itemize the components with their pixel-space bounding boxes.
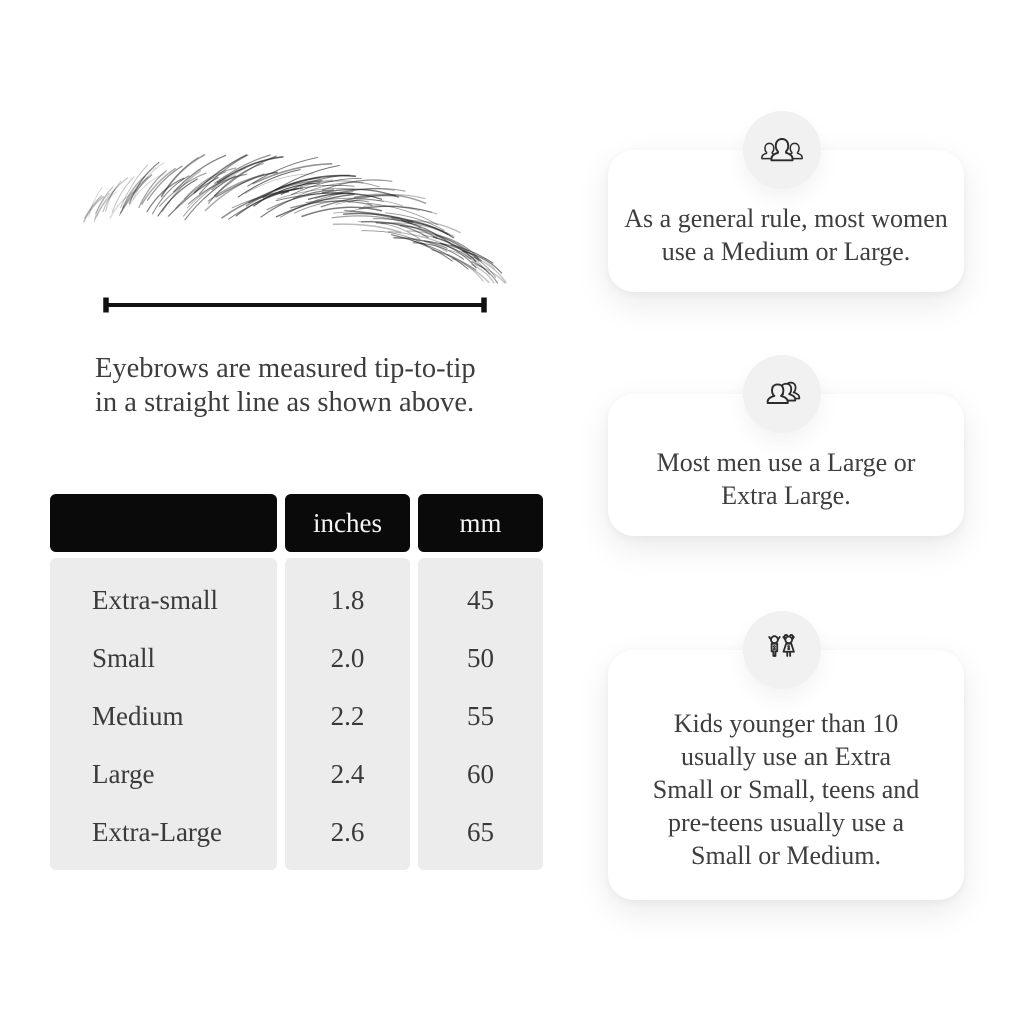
table-cell-inches: 1.8 bbox=[330, 584, 365, 615]
table-header-mm: mm bbox=[418, 494, 543, 552]
table-cell-inches: 2.0 bbox=[330, 642, 365, 673]
table-cell-mm: 65 bbox=[467, 816, 494, 847]
caption-line-1: Eyebrows are measured tip-to-tip bbox=[95, 353, 476, 384]
table-cell-mm: 60 bbox=[467, 758, 494, 789]
table-column-size bbox=[50, 558, 277, 870]
men-group-icon bbox=[759, 371, 805, 417]
table-cell-mm: 45 bbox=[467, 584, 494, 615]
eyebrow-illustration bbox=[78, 152, 514, 287]
table-header-size bbox=[50, 494, 277, 552]
women-group-icon bbox=[759, 127, 805, 173]
info-card-women bbox=[608, 150, 964, 292]
table-cell-mm: 50 bbox=[467, 642, 494, 673]
table-cell-size: Large bbox=[92, 758, 155, 789]
card-text bbox=[624, 202, 947, 268]
card-text-line: pre-teens usually use a bbox=[667, 807, 905, 837]
info-cards bbox=[608, 0, 964, 1024]
card-text-line: Kids younger than 10 bbox=[673, 708, 899, 738]
card-text-line: usually use an Extra bbox=[680, 741, 892, 771]
card-text-line: Small or Small, teens and bbox=[652, 774, 920, 804]
info-card-men bbox=[608, 394, 964, 536]
table-column-inches bbox=[285, 558, 410, 870]
table-header-inches: inches bbox=[285, 494, 410, 552]
icon-circle bbox=[743, 611, 821, 689]
table-cell-mm: 55 bbox=[467, 700, 494, 731]
info-card-kids bbox=[608, 650, 964, 900]
measurement-line bbox=[100, 295, 490, 315]
table-cell-size: Extra-small bbox=[92, 584, 218, 615]
card-text-line: As a general rule, most women bbox=[624, 204, 948, 233]
icon-circle bbox=[743, 355, 821, 433]
measurement-caption bbox=[95, 352, 476, 420]
caption-line-2: in a straight line as shown above. bbox=[95, 387, 475, 418]
kids-icon bbox=[759, 627, 805, 673]
card-text-line: Small or Medium. bbox=[691, 840, 881, 870]
size-table bbox=[50, 494, 543, 870]
table-cell-size: Medium bbox=[92, 700, 184, 731]
card-text-line: use a Medium or Large. bbox=[661, 237, 911, 266]
card-text-line: Extra Large. bbox=[721, 481, 851, 510]
table-cell-inches: 2.4 bbox=[330, 758, 365, 789]
card-text bbox=[657, 446, 916, 512]
icon-circle bbox=[743, 111, 821, 189]
card-text-line: Most men use a Large or bbox=[656, 448, 916, 477]
table-cell-size: Small bbox=[92, 642, 156, 673]
table-cell-inches: 2.2 bbox=[330, 700, 365, 731]
table-cell-size: Extra-Large bbox=[92, 816, 222, 847]
table-column-mm bbox=[418, 558, 543, 870]
table-cell-inches: 2.6 bbox=[330, 816, 365, 847]
card-text bbox=[653, 707, 919, 872]
